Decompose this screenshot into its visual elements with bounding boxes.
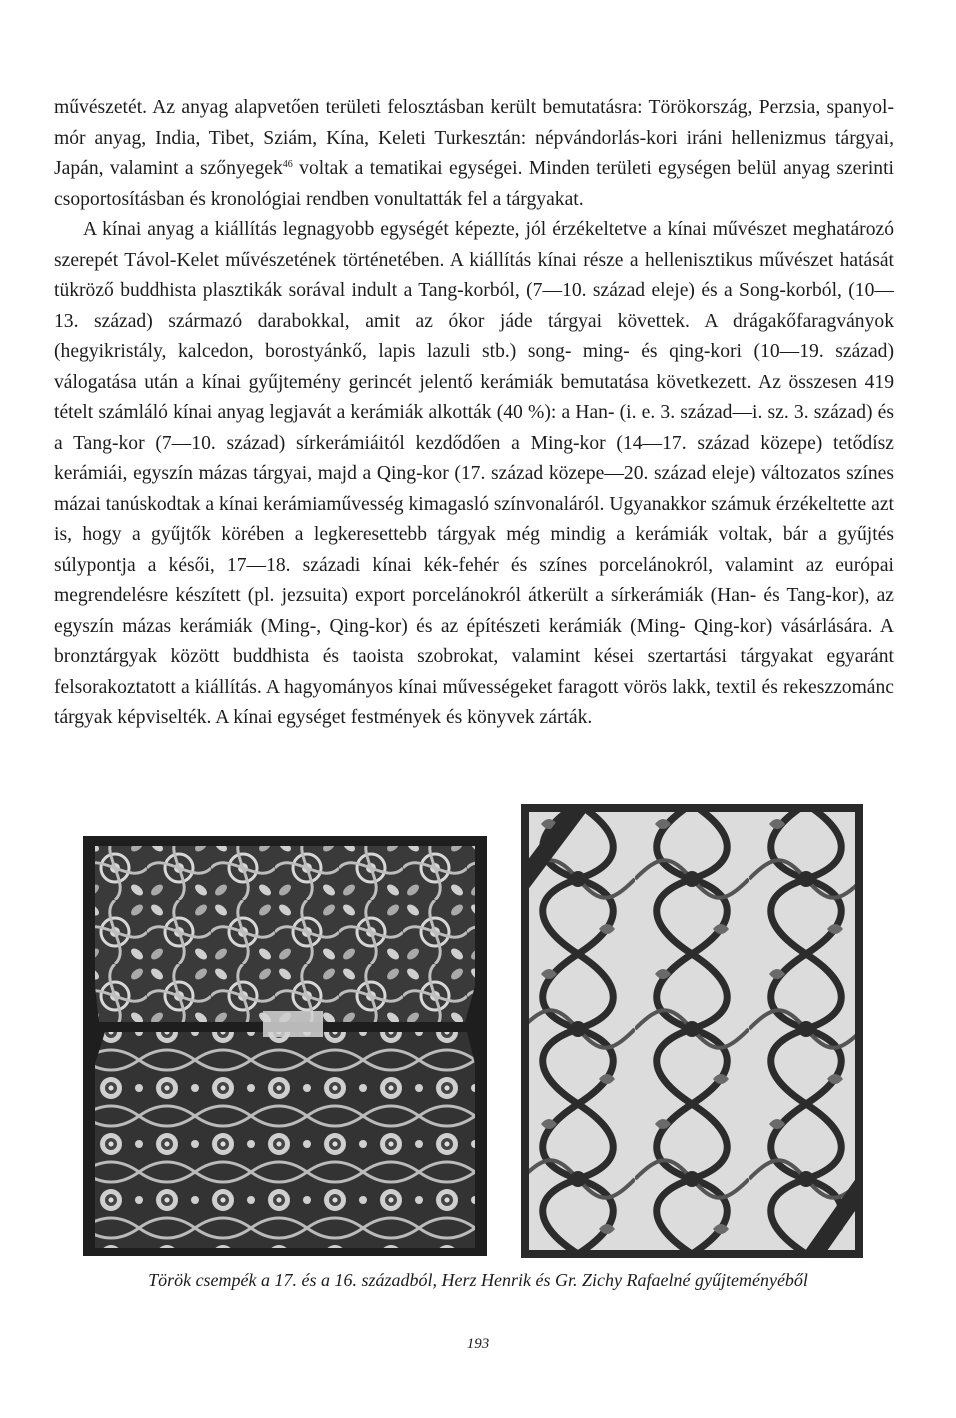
- paragraph-1: [54, 93, 894, 215]
- turkish-tiles-photo-left: [83, 836, 487, 1256]
- body-text: [54, 93, 894, 734]
- page-number: 193: [466, 1336, 490, 1352]
- footnote-marker[interactable]: 46: [282, 159, 293, 170]
- figure-caption: Török csempék a 17. és a 16. századból, Herz Henrik és Gr. Zichy Rafaelné gyűjteményéből: [148, 1270, 808, 1290]
- turkish-tile-photo-right: [521, 804, 863, 1258]
- paragraph-1-text-b: voltak a tematikai egységei. Minden területi egységen belül anyag szerinti csoportosításban és kronológiai rendben vonultatták fel a tárgyakat.: [54, 158, 894, 210]
- paragraph-1-text-a: művészetét. Az anyag alapvetően területi felosztásban került bemutatásra: Törökország, Perzsia, spanyol-mór anyag, India, Tibet, Sziám, Kína, Keleti Turkesztán: népvándorlás-kori iráni hellenizmus tárgyai, Japán, valamint a szőnyegek: [54, 97, 894, 179]
- paragraph-2: A kínai anyag a kiállítás legnagyobb egységét képezte, jól érzékeltetve a kínai művészet meghatározó szerepét Távol-Kelet művészetének történetében. A kiállítás kínai része a hellenisztikus művészet hatását tükröző buddhista plasztikák sorával indult a Tang-korból, (7—10. század eleje) és a Song-korból, (10—13. század) származó darabokkal, amit az ókor jáde tárgyai követtek. A drágakőfaragványok (hegyikristály, kalcedon, borostyánkő, lapis lazuli stb.) song- ming- és qing-kori (10—19. század) válogatása után a kínai gyűjtemény gerincét jelentő kerámiák bemutatása következett. Az összesen 419 tételt számláló kínai anyag legjavát a kerámiák alkották (40 %): a Han- (i. e. 3. század—i. sz. 3. század) és a Tang-kor (7—10. század) sírkerámiáitól kezdődően a Ming-kor (14—17. század közepe) tetődísz kerámiái, egyszín mázas tárgyai, majd a Qing-kor (17. század közepe—20. század eleje) változatos színes mázai tanúskodtak a kínai kerámiaművesség kimagasló színvonaláról. Ugyanakkor számuk érzékeltette azt is, hogy a gyűjtők körében a legkeresettebb tárgyak még mindig a kerámiák voltak, bár a gyűjtés súlypontja a késői, 17—18. századi kínai kék-fehér és színes porcelánokról, valamint az európai megrendelésre készített (pl. jezsuita) export porcelánokról átkerült a sírkerámiák (Han- és Tang-kor), az egyszín mázas kerámiák (Ming-, Qing-kor) és az építészeti kerámiák (Ming- Qing-kor) vásárlására. A bronztárgyak között buddhista és taoista szobrokat, valamint kései szertartási tárgyakat egyaránt felsorakoztatott a kiállítás. A hagyományos kínai művességeket faragott vörös lakk, textil és rekeszzománc tárgyak képviselték. A kínai egységet festmények és könyvek zárták.: [54, 219, 894, 728]
